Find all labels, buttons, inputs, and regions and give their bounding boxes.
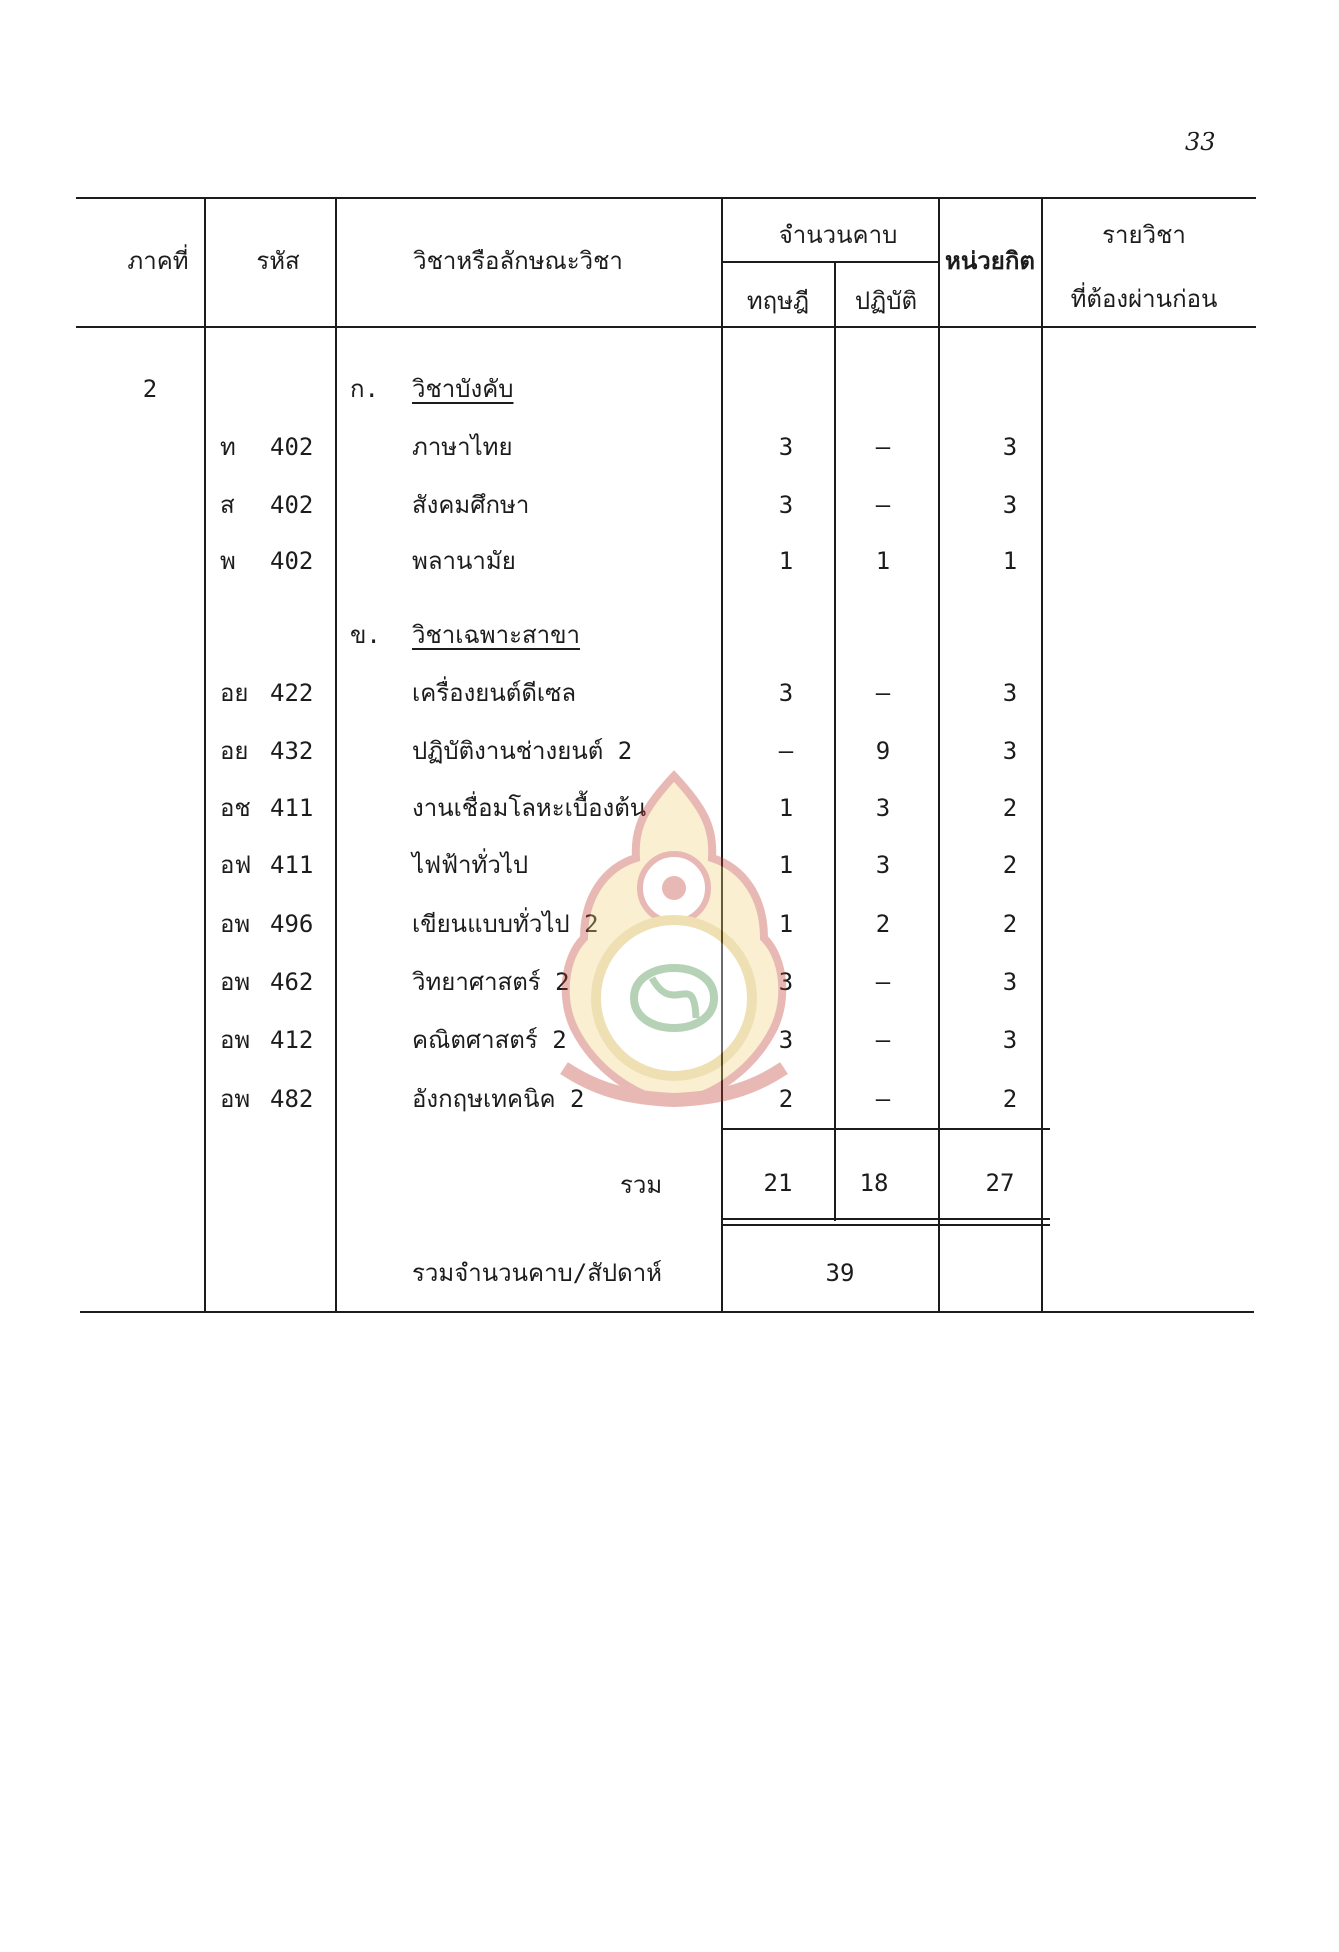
theory-periods: 1: [778, 910, 794, 938]
code-prefix: พ: [220, 547, 236, 575]
practice-periods: 3: [875, 794, 891, 822]
practice-periods: –: [875, 1085, 891, 1113]
credit-units: 3: [1002, 679, 1018, 707]
credit-units: 3: [1002, 968, 1018, 996]
credit-units: 3: [1002, 433, 1018, 461]
code-number: 412: [270, 1026, 314, 1054]
group-marker-a: ก.: [350, 375, 379, 403]
theory-periods: 2: [778, 1085, 794, 1113]
subject-name: งานเชื่อมโลหะเบื้องต้น: [412, 794, 647, 822]
credit-units: 2: [1002, 1085, 1018, 1113]
theory-periods: 3: [778, 491, 794, 519]
subject-name: ภาษาไทย: [412, 433, 513, 461]
theory-periods: 1: [778, 547, 794, 575]
code-prefix: อพ: [220, 1026, 251, 1054]
header-semester: ภาคที่: [127, 247, 189, 275]
practice-periods: –: [875, 679, 891, 707]
column-divider-practice: [938, 197, 940, 1313]
total-credits: 27: [985, 1169, 1015, 1197]
code-number: 432: [270, 737, 314, 765]
practice-periods: –: [875, 1026, 891, 1054]
header-prereq-line2: ที่ต้องผ่านก่อน: [1070, 285, 1218, 313]
code-number: 496: [270, 910, 314, 938]
subject-name: คณิตศาสตร์ 2: [412, 1026, 567, 1054]
page-number: 33: [1185, 128, 1216, 156]
credit-units: 3: [1002, 491, 1018, 519]
theory-periods: –: [778, 737, 794, 765]
code-number: 411: [270, 851, 314, 879]
header-theory: ทฤษฎี: [746, 287, 810, 315]
header-subject: วิชาหรือลักษณะวิชา: [413, 247, 623, 275]
credit-units: 3: [1002, 737, 1018, 765]
total-label: รวม: [620, 1171, 663, 1199]
practice-periods: 2: [875, 910, 891, 938]
code-prefix: อย: [220, 679, 249, 707]
theory-periods: 3: [778, 679, 794, 707]
header-periods: จำนวนคาบ: [778, 221, 898, 249]
subject-name: เขียนแบบทั่วไป 2: [412, 910, 599, 938]
code-prefix: อฟ: [220, 851, 252, 879]
credit-units: 1: [1002, 547, 1018, 575]
column-divider-subject: [721, 197, 723, 1313]
credit-units: 2: [1002, 910, 1018, 938]
subtotal-rule: [722, 1128, 1050, 1130]
code-prefix: อพ: [220, 1085, 251, 1113]
practice-periods: –: [875, 491, 891, 519]
subject-name: อังกฤษเทคนิค 2: [412, 1085, 585, 1113]
practice-periods: –: [875, 433, 891, 461]
subject-name: ไฟฟ้าทั่วไป: [412, 851, 529, 879]
column-divider-code: [335, 197, 337, 1313]
column-divider-semester: [204, 197, 206, 1313]
weekly-periods-value: 39: [825, 1259, 855, 1287]
theory-periods: 3: [778, 433, 794, 461]
group-title-b: วิชาเฉพาะสาขา: [412, 621, 580, 649]
table-bottom-rule: [80, 1311, 1254, 1313]
code-number: 402: [270, 547, 314, 575]
code-number: 422: [270, 679, 314, 707]
code-number: 402: [270, 491, 314, 519]
code-number: 482: [270, 1085, 314, 1113]
weekly-periods-label: รวมจำนวนคาบ/สัปดาห์: [412, 1259, 662, 1287]
code-prefix: อช: [220, 794, 251, 822]
practice-periods: 3: [875, 851, 891, 879]
subject-name: พลานามัย: [412, 547, 516, 575]
header-prereq-line1: รายวิชา: [1102, 221, 1186, 249]
code-number: 411: [270, 794, 314, 822]
group-title-a: วิชาบังคับ: [412, 375, 514, 403]
credit-units: 2: [1002, 794, 1018, 822]
code-prefix: อพ: [220, 910, 251, 938]
subject-name: วิทยาศาสตร์ 2: [412, 968, 570, 996]
header-bottom-rule: [76, 326, 1256, 328]
credit-units: 3: [1002, 1026, 1018, 1054]
code-prefix: อพ: [220, 968, 251, 996]
header-code: รหัส: [256, 247, 300, 275]
code-prefix: ส: [220, 491, 235, 519]
theory-periods: 1: [778, 851, 794, 879]
practice-periods: –: [875, 968, 891, 996]
semester-value: 2: [142, 375, 158, 403]
code-number: 402: [270, 433, 314, 461]
total-practice: 18: [859, 1169, 889, 1197]
total-double-rule-b: [722, 1224, 1050, 1226]
code-number: 462: [270, 968, 314, 996]
total-double-rule-a: [722, 1218, 1050, 1220]
total-theory: 21: [763, 1169, 793, 1197]
credit-units: 2: [1002, 851, 1018, 879]
column-divider-credits: [1041, 197, 1043, 1313]
subject-name: เครื่องยนต์ดีเซล: [412, 679, 577, 707]
subject-name: สังคมศึกษา: [412, 491, 530, 519]
practice-periods: 9: [875, 737, 891, 765]
header-credits: หน่วยกิต: [945, 247, 1035, 275]
code-prefix: ท: [220, 433, 236, 461]
group-marker-b: ข.: [350, 621, 381, 649]
code-prefix: อย: [220, 737, 249, 765]
header-practice: ปฏิบัติ: [854, 287, 918, 315]
subject-name: ปฏิบัติงานช่างยนต์ 2: [412, 737, 633, 765]
table-top-rule: [76, 197, 1256, 199]
theory-periods: 1: [778, 794, 794, 822]
practice-periods: 1: [875, 547, 891, 575]
column-divider-theory: [834, 261, 836, 1221]
theory-periods: 3: [778, 1026, 794, 1054]
periods-subheader-rule: [722, 261, 939, 263]
theory-periods: 3: [778, 968, 794, 996]
